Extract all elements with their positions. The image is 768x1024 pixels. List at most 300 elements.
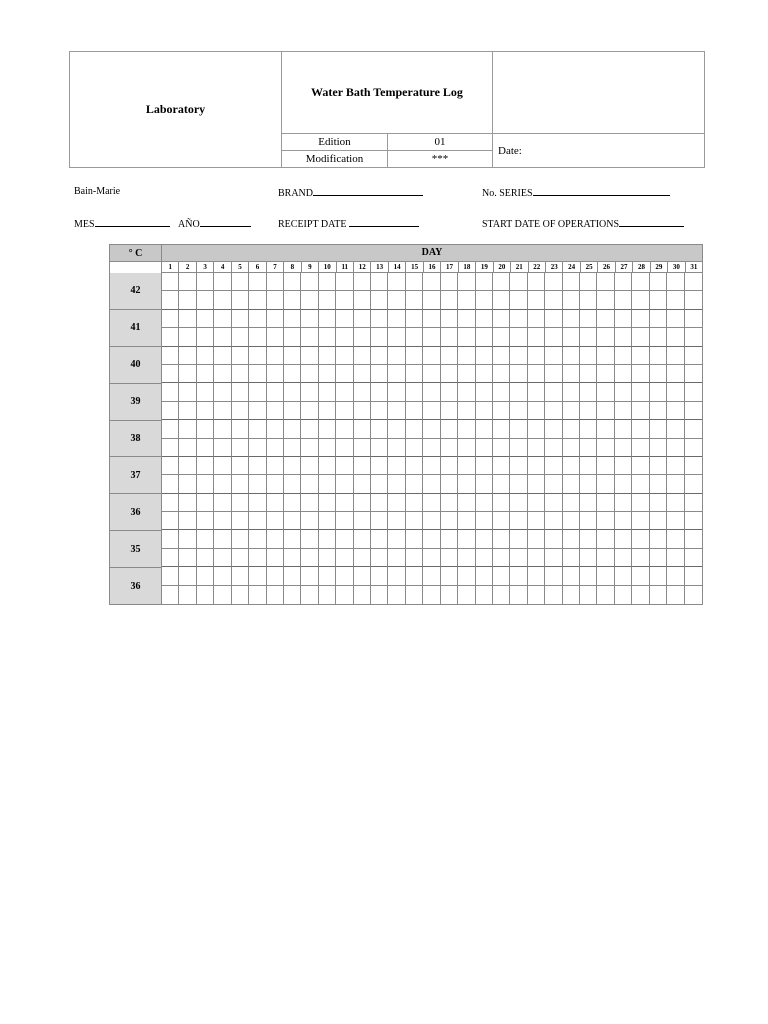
- log-cell[interactable]: [179, 586, 196, 604]
- log-cell[interactable]: [580, 291, 597, 309]
- log-cell[interactable]: [632, 328, 649, 346]
- log-cell[interactable]: [319, 310, 336, 328]
- log-cell[interactable]: [319, 549, 336, 567]
- log-cell[interactable]: [493, 549, 510, 567]
- log-cell[interactable]: [441, 365, 458, 383]
- log-cell[interactable]: [284, 475, 301, 493]
- log-cell[interactable]: [214, 365, 231, 383]
- log-cell[interactable]: [545, 291, 562, 309]
- log-cell[interactable]: [493, 365, 510, 383]
- log-cell[interactable]: [423, 586, 440, 604]
- log-cell[interactable]: [563, 347, 580, 365]
- log-cell[interactable]: [267, 383, 284, 401]
- log-cell[interactable]: [162, 402, 179, 420]
- log-cell[interactable]: [563, 567, 580, 585]
- log-cell[interactable]: [214, 530, 231, 548]
- log-cell[interactable]: [685, 457, 702, 475]
- log-cell[interactable]: [563, 365, 580, 383]
- log-cell[interactable]: [476, 567, 493, 585]
- log-cell[interactable]: [284, 567, 301, 585]
- log-cell[interactable]: [650, 310, 667, 328]
- log-cell[interactable]: [685, 347, 702, 365]
- log-cell[interactable]: [371, 402, 388, 420]
- log-cell[interactable]: [388, 328, 405, 346]
- log-cell[interactable]: [319, 586, 336, 604]
- log-cell[interactable]: [284, 328, 301, 346]
- log-cell[interactable]: [667, 273, 684, 291]
- log-cell[interactable]: [388, 291, 405, 309]
- log-cell[interactable]: [406, 273, 423, 291]
- log-cell[interactable]: [354, 402, 371, 420]
- log-cell[interactable]: [597, 494, 614, 512]
- log-cell[interactable]: [650, 567, 667, 585]
- log-cell[interactable]: [319, 383, 336, 401]
- log-cell[interactable]: [232, 273, 249, 291]
- log-cell[interactable]: [232, 586, 249, 604]
- log-cell[interactable]: [597, 310, 614, 328]
- log-cell[interactable]: [232, 475, 249, 493]
- ano-field[interactable]: [178, 217, 251, 230]
- log-cell[interactable]: [510, 567, 527, 585]
- log-cell[interactable]: [406, 365, 423, 383]
- log-cell[interactable]: [441, 328, 458, 346]
- log-cell[interactable]: [197, 530, 214, 548]
- log-cell[interactable]: [597, 530, 614, 548]
- log-cell[interactable]: [197, 291, 214, 309]
- log-cell[interactable]: [667, 567, 684, 585]
- log-cell[interactable]: [354, 530, 371, 548]
- log-cell[interactable]: [267, 291, 284, 309]
- log-cell[interactable]: [615, 457, 632, 475]
- log-cell[interactable]: [249, 365, 266, 383]
- log-cell[interactable]: [563, 328, 580, 346]
- log-cell[interactable]: [267, 567, 284, 585]
- log-cell[interactable]: [423, 365, 440, 383]
- log-cell[interactable]: [632, 530, 649, 548]
- log-cell[interactable]: [476, 347, 493, 365]
- log-cell[interactable]: [336, 494, 353, 512]
- log-cell[interactable]: [371, 347, 388, 365]
- log-cell[interactable]: [510, 328, 527, 346]
- log-cell[interactable]: [249, 328, 266, 346]
- log-cell[interactable]: [597, 383, 614, 401]
- log-cell[interactable]: [580, 567, 597, 585]
- log-cell[interactable]: [336, 457, 353, 475]
- log-cell[interactable]: [371, 420, 388, 438]
- log-cell[interactable]: [301, 439, 318, 457]
- log-cell[interactable]: [388, 420, 405, 438]
- log-cell[interactable]: [388, 586, 405, 604]
- log-cell[interactable]: [685, 567, 702, 585]
- log-cell[interactable]: [249, 567, 266, 585]
- log-cell[interactable]: [214, 549, 231, 567]
- log-cell[interactable]: [214, 383, 231, 401]
- log-cell[interactable]: [685, 383, 702, 401]
- log-cell[interactable]: [354, 549, 371, 567]
- log-cell[interactable]: [249, 494, 266, 512]
- log-cell[interactable]: [528, 347, 545, 365]
- receipt-date-field[interactable]: [278, 217, 419, 230]
- log-cell[interactable]: [441, 273, 458, 291]
- log-cell[interactable]: [232, 402, 249, 420]
- log-cell[interactable]: [615, 347, 632, 365]
- log-cell[interactable]: [267, 439, 284, 457]
- log-cell[interactable]: [685, 439, 702, 457]
- log-cell[interactable]: [650, 328, 667, 346]
- log-cell[interactable]: [476, 420, 493, 438]
- log-cell[interactable]: [162, 310, 179, 328]
- log-cell[interactable]: [563, 586, 580, 604]
- log-cell[interactable]: [319, 402, 336, 420]
- log-cell[interactable]: [493, 530, 510, 548]
- log-cell[interactable]: [232, 310, 249, 328]
- log-cell[interactable]: [667, 347, 684, 365]
- log-cell[interactable]: [214, 512, 231, 530]
- log-cell[interactable]: [319, 439, 336, 457]
- log-cell[interactable]: [267, 512, 284, 530]
- log-cell[interactable]: [615, 328, 632, 346]
- log-cell[interactable]: [354, 347, 371, 365]
- log-cell[interactable]: [510, 273, 527, 291]
- log-cell[interactable]: [388, 273, 405, 291]
- log-cell[interactable]: [685, 586, 702, 604]
- log-cell[interactable]: [441, 439, 458, 457]
- log-cell[interactable]: [510, 439, 527, 457]
- log-cell[interactable]: [545, 328, 562, 346]
- log-cell[interactable]: [476, 439, 493, 457]
- log-cell[interactable]: [545, 549, 562, 567]
- log-cell[interactable]: [615, 310, 632, 328]
- log-cell[interactable]: [493, 310, 510, 328]
- log-cell[interactable]: [301, 475, 318, 493]
- log-cell[interactable]: [197, 567, 214, 585]
- log-cell[interactable]: [179, 494, 196, 512]
- log-cell[interactable]: [597, 457, 614, 475]
- log-cell[interactable]: [580, 365, 597, 383]
- log-cell[interactable]: [510, 475, 527, 493]
- log-cell[interactable]: [354, 494, 371, 512]
- log-cell[interactable]: [284, 420, 301, 438]
- log-cell[interactable]: [249, 310, 266, 328]
- log-cell[interactable]: [336, 402, 353, 420]
- log-cell[interactable]: [197, 310, 214, 328]
- log-cell[interactable]: [249, 586, 266, 604]
- log-cell[interactable]: [510, 530, 527, 548]
- log-cell[interactable]: [685, 512, 702, 530]
- log-cell[interactable]: [580, 439, 597, 457]
- log-cell[interactable]: [615, 402, 632, 420]
- log-cell[interactable]: [179, 567, 196, 585]
- log-cell[interactable]: [632, 439, 649, 457]
- log-cell[interactable]: [284, 494, 301, 512]
- log-cell[interactable]: [354, 383, 371, 401]
- log-cell[interactable]: [632, 310, 649, 328]
- log-cell[interactable]: [650, 530, 667, 548]
- log-cell[interactable]: [580, 475, 597, 493]
- log-cell[interactable]: [632, 549, 649, 567]
- log-cell[interactable]: [249, 512, 266, 530]
- log-cell[interactable]: [406, 310, 423, 328]
- log-cell[interactable]: [458, 328, 475, 346]
- log-cell[interactable]: [354, 567, 371, 585]
- log-cell[interactable]: [476, 494, 493, 512]
- log-cell[interactable]: [476, 457, 493, 475]
- log-cell[interactable]: [423, 273, 440, 291]
- log-cell[interactable]: [406, 530, 423, 548]
- log-cell[interactable]: [319, 328, 336, 346]
- log-cell[interactable]: [354, 586, 371, 604]
- log-cell[interactable]: [319, 365, 336, 383]
- log-cell[interactable]: [406, 383, 423, 401]
- log-cell[interactable]: [597, 347, 614, 365]
- log-cell[interactable]: [528, 328, 545, 346]
- log-cell[interactable]: [423, 328, 440, 346]
- log-cell[interactable]: [685, 475, 702, 493]
- log-cell[interactable]: [301, 273, 318, 291]
- log-cell[interactable]: [441, 457, 458, 475]
- log-cell[interactable]: [685, 273, 702, 291]
- log-cell[interactable]: [162, 365, 179, 383]
- log-cell[interactable]: [423, 439, 440, 457]
- log-cell[interactable]: [441, 402, 458, 420]
- log-cell[interactable]: [545, 273, 562, 291]
- log-cell[interactable]: [388, 402, 405, 420]
- log-cell[interactable]: [615, 530, 632, 548]
- log-cell[interactable]: [650, 512, 667, 530]
- log-cell[interactable]: [493, 512, 510, 530]
- log-cell[interactable]: [528, 475, 545, 493]
- log-cell[interactable]: [179, 512, 196, 530]
- log-cell[interactable]: [458, 365, 475, 383]
- log-cell[interactable]: [284, 347, 301, 365]
- log-cell[interactable]: [214, 586, 231, 604]
- log-cell[interactable]: [667, 475, 684, 493]
- log-cell[interactable]: [214, 347, 231, 365]
- log-cell[interactable]: [301, 291, 318, 309]
- log-cell[interactable]: [197, 457, 214, 475]
- log-cell[interactable]: [510, 310, 527, 328]
- log-cell[interactable]: [197, 328, 214, 346]
- log-cell[interactable]: [510, 586, 527, 604]
- log-cell[interactable]: [685, 494, 702, 512]
- log-cell[interactable]: [423, 530, 440, 548]
- log-cell[interactable]: [510, 347, 527, 365]
- log-cell[interactable]: [580, 347, 597, 365]
- log-cell[interactable]: [667, 494, 684, 512]
- log-cell[interactable]: [563, 494, 580, 512]
- log-cell[interactable]: [388, 549, 405, 567]
- log-cell[interactable]: [354, 273, 371, 291]
- log-cell[interactable]: [319, 291, 336, 309]
- log-cell[interactable]: [597, 549, 614, 567]
- log-cell[interactable]: [510, 383, 527, 401]
- log-cell[interactable]: [476, 273, 493, 291]
- log-cell[interactable]: [667, 365, 684, 383]
- start-date-field[interactable]: [482, 217, 684, 230]
- log-cell[interactable]: [545, 310, 562, 328]
- log-cell[interactable]: [267, 328, 284, 346]
- log-cell[interactable]: [162, 530, 179, 548]
- log-cell[interactable]: [667, 291, 684, 309]
- log-cell[interactable]: [388, 365, 405, 383]
- log-cell[interactable]: [441, 512, 458, 530]
- log-cell[interactable]: [545, 457, 562, 475]
- log-cell[interactable]: [336, 328, 353, 346]
- log-cell[interactable]: [423, 567, 440, 585]
- log-cell[interactable]: [388, 439, 405, 457]
- log-cell[interactable]: [632, 586, 649, 604]
- log-cell[interactable]: [406, 328, 423, 346]
- log-cell[interactable]: [162, 475, 179, 493]
- log-cell[interactable]: [197, 439, 214, 457]
- log-cell[interactable]: [406, 586, 423, 604]
- log-cell[interactable]: [371, 549, 388, 567]
- log-cell[interactable]: [632, 402, 649, 420]
- log-cell[interactable]: [232, 347, 249, 365]
- log-cell[interactable]: [510, 549, 527, 567]
- log-cell[interactable]: [319, 273, 336, 291]
- log-cell[interactable]: [580, 530, 597, 548]
- log-cell[interactable]: [528, 549, 545, 567]
- log-cell[interactable]: [667, 586, 684, 604]
- log-cell[interactable]: [232, 291, 249, 309]
- log-cell[interactable]: [162, 291, 179, 309]
- log-cell[interactable]: [371, 567, 388, 585]
- log-cell[interactable]: [580, 420, 597, 438]
- log-cell[interactable]: [650, 586, 667, 604]
- log-cell[interactable]: [667, 457, 684, 475]
- log-cell[interactable]: [179, 347, 196, 365]
- log-cell[interactable]: [284, 457, 301, 475]
- log-cell[interactable]: [667, 439, 684, 457]
- log-cell[interactable]: [214, 457, 231, 475]
- log-cell[interactable]: [493, 586, 510, 604]
- log-cell[interactable]: [371, 512, 388, 530]
- log-cell[interactable]: [493, 420, 510, 438]
- log-cell[interactable]: [667, 530, 684, 548]
- log-cell[interactable]: [632, 365, 649, 383]
- log-cell[interactable]: [650, 457, 667, 475]
- log-cell[interactable]: [685, 420, 702, 438]
- receipt-date-blank-line[interactable]: [349, 217, 419, 227]
- log-cell[interactable]: [267, 494, 284, 512]
- log-cell[interactable]: [354, 457, 371, 475]
- log-cell[interactable]: [667, 383, 684, 401]
- log-cell[interactable]: [458, 530, 475, 548]
- log-cell[interactable]: [319, 457, 336, 475]
- log-cell[interactable]: [301, 567, 318, 585]
- log-cell[interactable]: [197, 420, 214, 438]
- log-cell[interactable]: [301, 383, 318, 401]
- log-cell[interactable]: [406, 549, 423, 567]
- log-cell[interactable]: [563, 291, 580, 309]
- log-cell[interactable]: [597, 273, 614, 291]
- log-cell[interactable]: [179, 365, 196, 383]
- log-cell[interactable]: [510, 420, 527, 438]
- log-cell[interactable]: [493, 475, 510, 493]
- log-cell[interactable]: [284, 512, 301, 530]
- log-cell[interactable]: [388, 494, 405, 512]
- log-cell[interactable]: [267, 530, 284, 548]
- log-cell[interactable]: [597, 586, 614, 604]
- log-cell[interactable]: [545, 586, 562, 604]
- log-cell[interactable]: [563, 439, 580, 457]
- log-cell[interactable]: [528, 457, 545, 475]
- log-cell[interactable]: [650, 291, 667, 309]
- log-cell[interactable]: [458, 420, 475, 438]
- log-cell[interactable]: [319, 512, 336, 530]
- log-cell[interactable]: [267, 457, 284, 475]
- log-cell[interactable]: [179, 273, 196, 291]
- log-cell[interactable]: [580, 549, 597, 567]
- log-cell[interactable]: [458, 273, 475, 291]
- log-cell[interactable]: [458, 549, 475, 567]
- log-cell[interactable]: [615, 291, 632, 309]
- log-cell[interactable]: [528, 291, 545, 309]
- log-cell[interactable]: [615, 273, 632, 291]
- log-cell[interactable]: [354, 291, 371, 309]
- log-cell[interactable]: [615, 512, 632, 530]
- log-cell[interactable]: [371, 383, 388, 401]
- log-cell[interactable]: [667, 328, 684, 346]
- log-cell[interactable]: [162, 420, 179, 438]
- log-cell[interactable]: [249, 347, 266, 365]
- log-cell[interactable]: [197, 347, 214, 365]
- log-cell[interactable]: [179, 310, 196, 328]
- log-cell[interactable]: [284, 402, 301, 420]
- log-cell[interactable]: [232, 365, 249, 383]
- log-cell[interactable]: [493, 347, 510, 365]
- log-cell[interactable]: [336, 347, 353, 365]
- log-cell[interactable]: [214, 439, 231, 457]
- log-cell[interactable]: [528, 439, 545, 457]
- log-cell[interactable]: [406, 439, 423, 457]
- log-cell[interactable]: [650, 365, 667, 383]
- log-cell[interactable]: [580, 494, 597, 512]
- log-cell[interactable]: [563, 402, 580, 420]
- log-cell[interactable]: [580, 512, 597, 530]
- log-cell[interactable]: [301, 512, 318, 530]
- log-cell[interactable]: [354, 310, 371, 328]
- log-cell[interactable]: [162, 586, 179, 604]
- log-cell[interactable]: [493, 291, 510, 309]
- log-cell[interactable]: [632, 347, 649, 365]
- log-cell[interactable]: [510, 494, 527, 512]
- log-cell[interactable]: [301, 365, 318, 383]
- log-cell[interactable]: [458, 291, 475, 309]
- log-cell[interactable]: [563, 383, 580, 401]
- log-cell[interactable]: [650, 494, 667, 512]
- log-cell[interactable]: [423, 383, 440, 401]
- log-cell[interactable]: [458, 512, 475, 530]
- log-cell[interactable]: [563, 512, 580, 530]
- log-cell[interactable]: [580, 310, 597, 328]
- log-cell[interactable]: [354, 365, 371, 383]
- log-cell[interactable]: [284, 439, 301, 457]
- log-cell[interactable]: [423, 475, 440, 493]
- log-cell[interactable]: [476, 291, 493, 309]
- log-cell[interactable]: [580, 402, 597, 420]
- log-cell[interactable]: [249, 530, 266, 548]
- mes-field[interactable]: [74, 217, 170, 230]
- log-cell[interactable]: [615, 494, 632, 512]
- log-cell[interactable]: [267, 475, 284, 493]
- log-cell[interactable]: [179, 291, 196, 309]
- log-cell[interactable]: [232, 530, 249, 548]
- log-cell[interactable]: [528, 273, 545, 291]
- log-cell[interactable]: [476, 383, 493, 401]
- log-cell[interactable]: [493, 273, 510, 291]
